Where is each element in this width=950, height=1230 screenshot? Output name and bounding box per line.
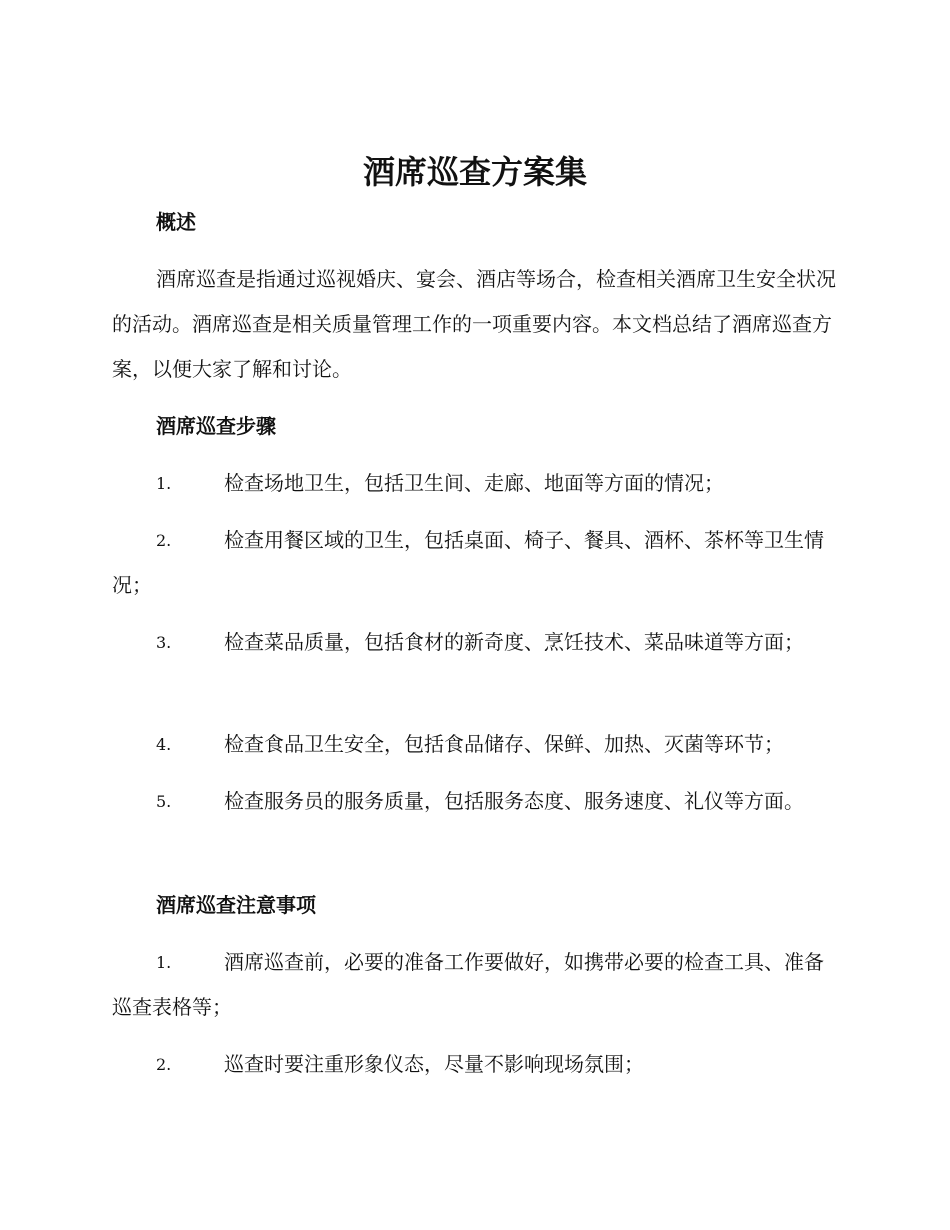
- list-item-number: 4.: [156, 735, 172, 754]
- list-item: [112, 620, 836, 665]
- list-item-text: 检查服务员的服务质量，包括服务态度、服务速度、礼仪等方面。: [224, 789, 804, 813]
- list-item-text: 酒席巡查前，必要的准备工作要做好，如携带必要的检查工具、准备巡查表格等；: [112, 950, 824, 1019]
- list-item-number: 2.: [156, 531, 172, 550]
- list-item-number: 1.: [156, 953, 172, 972]
- list-item-text: 巡查时要注重形象仪态，尽量不影响现场氛围；: [224, 1052, 644, 1076]
- section-heading-steps: 酒席巡查步骤: [156, 414, 276, 438]
- list-item-number: 3.: [156, 633, 172, 652]
- list-item-number: 2.: [156, 1055, 172, 1074]
- list-item: [112, 518, 836, 608]
- list-item-number: 5.: [156, 792, 172, 811]
- document-title: 酒席巡查方案集: [362, 153, 587, 191]
- list-item-text: 检查食品卫生安全，包括食品储存、保鲜、加热、灭菌等环节；: [224, 732, 784, 756]
- list-item: [112, 940, 836, 1030]
- overview-paragraph: 酒席巡查是指通过巡视婚庆、宴会、酒店等场合，检查相关酒席卫生安全状况的活动。酒席巡查是相关质量管理工作的一项重要内容。本文档总结了酒席巡查方案，以便大家了解和讨论。: [112, 267, 836, 381]
- list-item: [112, 779, 836, 824]
- list-item: [112, 722, 836, 767]
- list-item-number: 1.: [156, 474, 172, 493]
- list-item-text: 检查菜品质量，包括食材的新奇度、烹饪技术、菜品味道等方面；: [224, 630, 804, 654]
- list-item-text: 检查场地卫生，包括卫生间、走廊、地面等方面的情况；: [224, 471, 724, 495]
- list-item-text: 检查用餐区域的卫生，包括桌面、椅子、餐具、酒杯、茶杯等卫生情况；: [112, 528, 824, 597]
- section-heading-overview: 概述: [156, 210, 196, 234]
- list-item: [112, 1042, 836, 1087]
- section-heading-notes: 酒席巡查注意事项: [156, 893, 316, 917]
- list-item: [112, 461, 836, 506]
